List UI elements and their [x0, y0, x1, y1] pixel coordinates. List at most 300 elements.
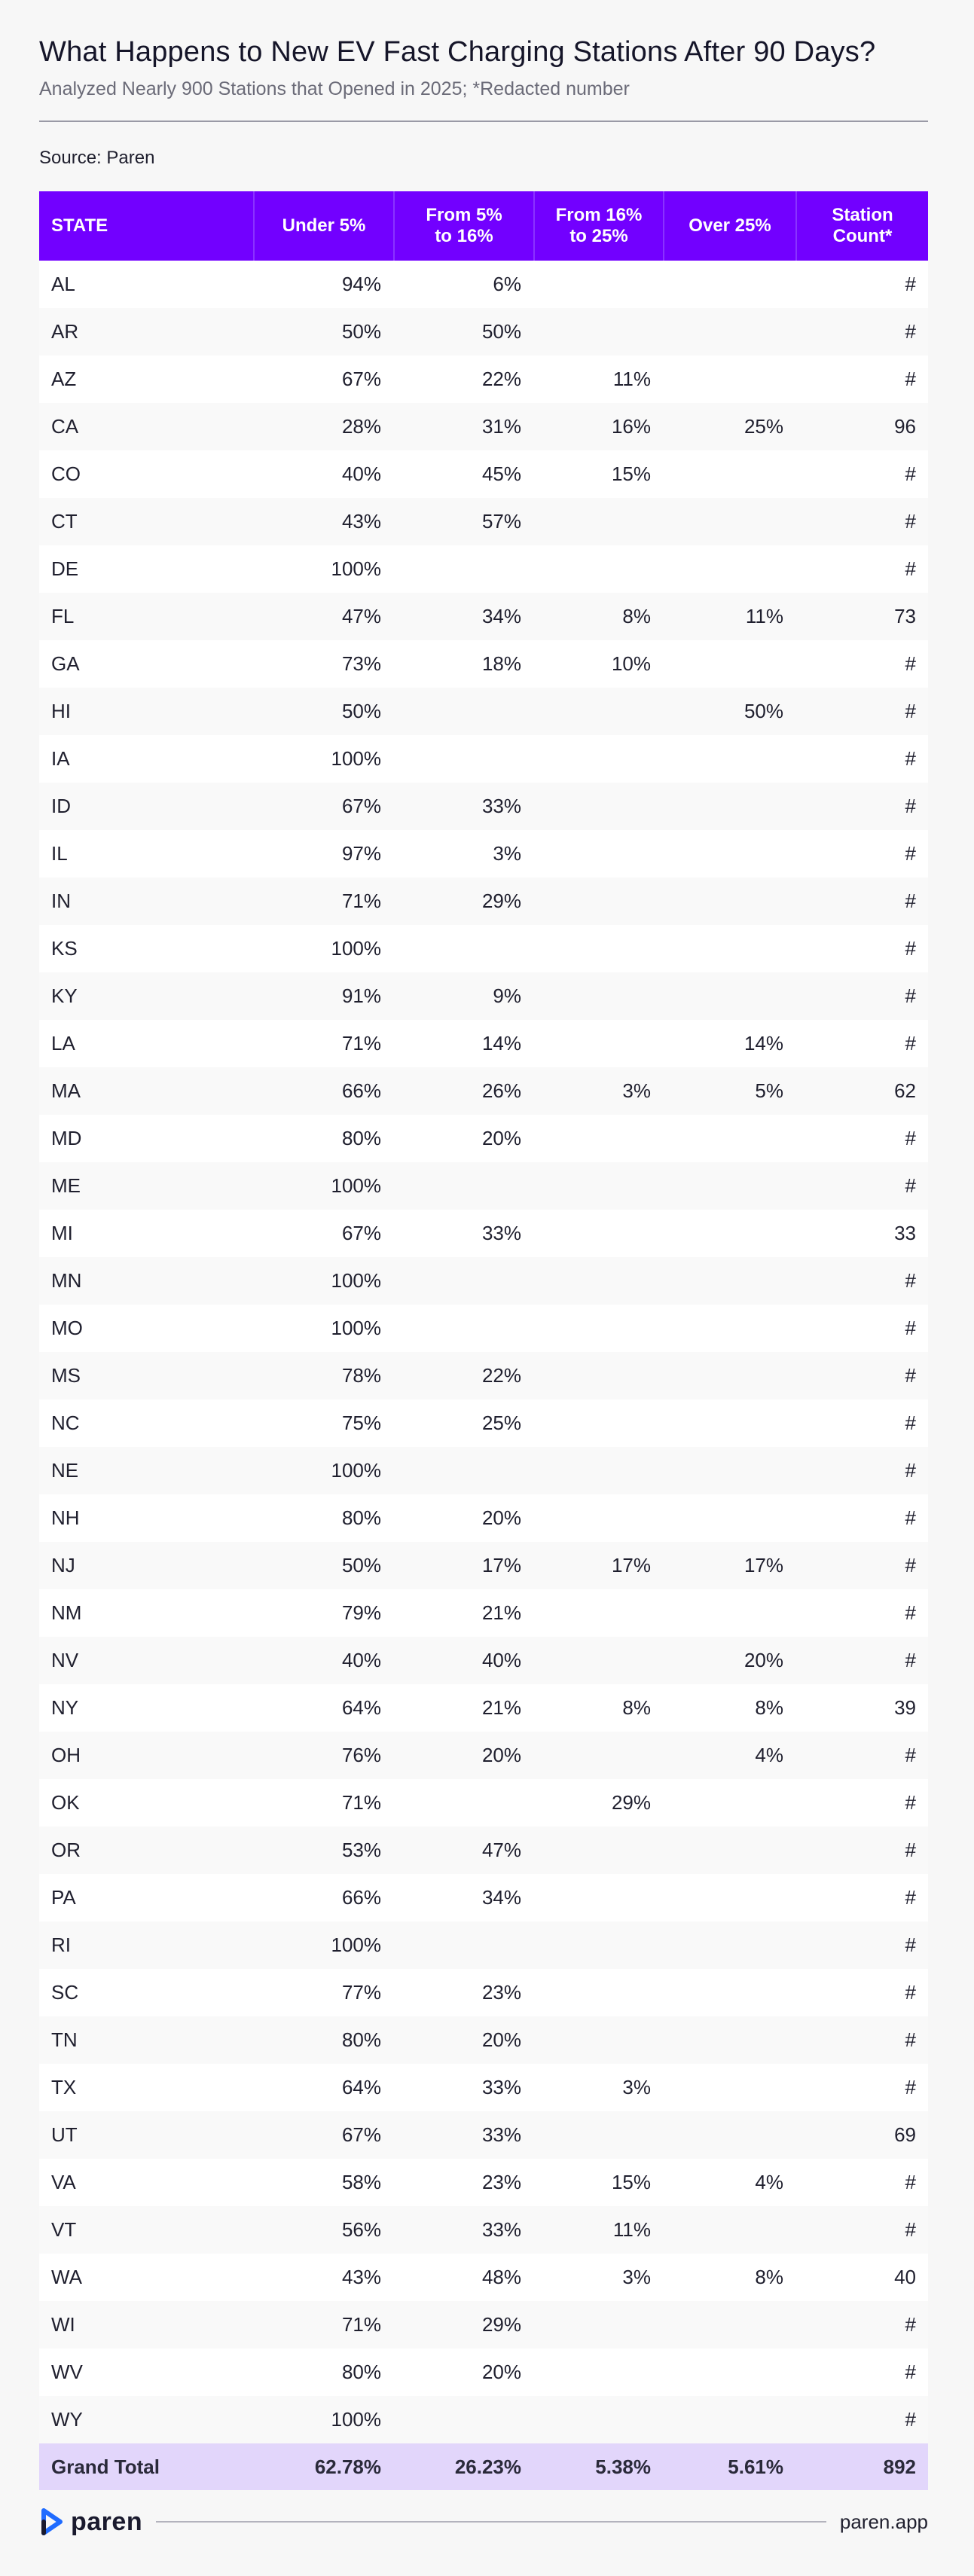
- value-cell: 45%: [481, 462, 521, 485]
- value-cell: 29%: [481, 2313, 521, 2336]
- value-cell: 33: [894, 1222, 916, 1244]
- value-cell: 73: [894, 605, 916, 627]
- value-cell: [535, 1447, 664, 1494]
- table-row: [39, 1067, 928, 1115]
- value-cell: [535, 1352, 664, 1399]
- table-row: [39, 783, 928, 830]
- value-cell: [535, 1969, 664, 2016]
- value-cell: 40: [894, 2266, 916, 2288]
- value-cell: 64%: [341, 1696, 381, 1719]
- value-cell: 47%: [341, 605, 381, 627]
- table-row: [39, 2254, 928, 2301]
- value-cell: 75%: [341, 1412, 381, 1434]
- value-cell: #: [905, 1744, 916, 1766]
- value-cell: 20%: [743, 1649, 783, 1671]
- value-cell: [535, 972, 664, 1020]
- state-cell: SC: [51, 1981, 79, 2004]
- value-cell: [664, 1969, 797, 2016]
- value-cell: #: [905, 1981, 916, 2004]
- value-cell: 43%: [341, 2266, 381, 2288]
- value-cell: [664, 2396, 797, 2443]
- value-cell: #: [905, 1317, 916, 1339]
- value-cell: 3%: [622, 2266, 651, 2288]
- value-cell: 33%: [481, 795, 521, 817]
- value-cell: 67%: [341, 368, 381, 390]
- state-cell: IL: [51, 842, 68, 865]
- value-cell: #: [905, 795, 916, 817]
- value-cell: 71%: [341, 2313, 381, 2336]
- table-row: [39, 450, 928, 498]
- value-cell: [664, 783, 797, 830]
- source-note: Source: Paren: [39, 148, 155, 168]
- column-header-0: STATE: [39, 191, 255, 261]
- table-row: [39, 1637, 928, 1684]
- value-cell: 50%: [341, 700, 381, 722]
- state-cell: RI: [51, 1934, 71, 1956]
- value-cell: [395, 925, 535, 972]
- state-cell: GA: [51, 652, 80, 675]
- state-cell: VT: [51, 2218, 77, 2241]
- state-cell: MA: [51, 1079, 81, 1102]
- value-cell: 3%: [622, 2076, 651, 2098]
- value-cell: [664, 2111, 797, 2159]
- value-cell: 21%: [481, 1696, 521, 1719]
- value-cell: 50%: [341, 320, 381, 343]
- value-cell: 40%: [341, 462, 381, 485]
- value-cell: [535, 1305, 664, 1352]
- footer: [39, 2501, 928, 2543]
- total-value: 5.61%: [728, 2455, 783, 2478]
- table-row: [39, 2111, 928, 2159]
- value-cell: 67%: [341, 2123, 381, 2146]
- table-row: [39, 545, 928, 593]
- paren-logo-icon: [39, 2507, 65, 2536]
- value-cell: #: [905, 2028, 916, 2051]
- state-cell: CA: [51, 415, 79, 438]
- state-cell: KY: [51, 984, 78, 1007]
- state-cell: VA: [51, 2171, 76, 2193]
- value-cell: 100%: [331, 1459, 381, 1482]
- value-cell: 22%: [481, 368, 521, 390]
- column-header-4: Over 25%: [664, 191, 797, 261]
- value-cell: 80%: [341, 2361, 381, 2383]
- value-cell: [664, 1921, 797, 1969]
- value-cell: [664, 925, 797, 972]
- value-cell: 11%: [612, 368, 651, 390]
- table-row: [39, 1921, 928, 1969]
- state-cell: NE: [51, 1459, 79, 1482]
- value-cell: 47%: [481, 1839, 521, 1861]
- value-cell: [535, 1257, 664, 1305]
- value-cell: 33%: [481, 2123, 521, 2146]
- value-cell: 8%: [755, 2266, 783, 2288]
- value-cell: [664, 1352, 797, 1399]
- value-cell: [664, 1589, 797, 1637]
- table-row: [39, 2159, 928, 2206]
- value-cell: 34%: [481, 1886, 521, 1909]
- value-cell: [535, 1162, 664, 1210]
- value-cell: #: [905, 1269, 916, 1292]
- value-cell: 67%: [341, 1222, 381, 1244]
- value-cell: 58%: [341, 2171, 381, 2193]
- state-cell: AR: [51, 320, 79, 343]
- value-cell: [535, 1210, 664, 1257]
- value-cell: [664, 1210, 797, 1257]
- value-cell: 100%: [331, 557, 381, 580]
- value-cell: #: [905, 462, 916, 485]
- value-cell: #: [905, 1554, 916, 1576]
- value-cell: 31%: [481, 415, 521, 438]
- column-header-2: From 5% to 16%: [395, 191, 535, 261]
- column-header-3: From 16% to 25%: [535, 191, 664, 261]
- state-cell: NH: [51, 1506, 80, 1529]
- value-cell: 100%: [331, 1317, 381, 1339]
- table-header: [39, 191, 928, 261]
- value-cell: [664, 1827, 797, 1874]
- table-row: [39, 1447, 928, 1494]
- table-body: [39, 261, 928, 2443]
- value-cell: #: [905, 1934, 916, 1956]
- state-cell: IA: [51, 747, 70, 770]
- value-cell: 15%: [611, 462, 651, 485]
- value-cell: 4%: [755, 2171, 783, 2193]
- total-value: 892: [883, 2455, 916, 2478]
- table-row: [39, 1684, 928, 1732]
- state-cell: AZ: [51, 368, 77, 390]
- value-cell: [535, 1921, 664, 1969]
- table-row: [39, 2206, 928, 2254]
- value-cell: [535, 1494, 664, 1542]
- value-cell: [395, 1305, 535, 1352]
- state-cell: ID: [51, 795, 71, 817]
- table-row: [39, 1305, 928, 1352]
- value-cell: #: [905, 510, 916, 533]
- value-cell: #: [905, 1364, 916, 1387]
- table-row: [39, 2064, 928, 2111]
- column-header-5: Station Count*: [832, 205, 893, 246]
- value-cell: 57%: [481, 510, 521, 533]
- state-cell: WI: [51, 2313, 75, 2336]
- value-cell: #: [905, 320, 916, 343]
- value-cell: 20%: [481, 2361, 521, 2383]
- state-cell: FL: [51, 605, 75, 627]
- value-cell: 25%: [481, 1412, 521, 1434]
- state-cell: PA: [51, 1886, 76, 1909]
- value-cell: [664, 640, 797, 688]
- paren-logo: [39, 2507, 142, 2537]
- value-cell: [664, 2064, 797, 2111]
- value-cell: [664, 1115, 797, 1162]
- value-cell: 73%: [341, 652, 381, 675]
- value-cell: 20%: [481, 1506, 521, 1529]
- footer-divider: [156, 2521, 826, 2523]
- value-cell: 28%: [341, 415, 381, 438]
- state-cell: NM: [51, 1601, 82, 1624]
- value-cell: 67%: [341, 795, 381, 817]
- table-row: [39, 640, 928, 688]
- state-cell: NJ: [51, 1554, 75, 1576]
- value-cell: 100%: [331, 1174, 381, 1197]
- state-cell: MI: [51, 1222, 73, 1244]
- table-row: [39, 877, 928, 925]
- table-row: [39, 1589, 928, 1637]
- state-cell: NC: [51, 1412, 80, 1434]
- value-cell: 80%: [341, 1127, 381, 1149]
- value-cell: [535, 1589, 664, 1637]
- value-cell: 50%: [341, 1554, 381, 1576]
- value-cell: 33%: [481, 2218, 521, 2241]
- total-value: 62.78%: [314, 2455, 381, 2478]
- value-cell: [664, 1305, 797, 1352]
- value-cell: [535, 1115, 664, 1162]
- total-label: Grand Total: [51, 2455, 160, 2478]
- value-cell: 14%: [743, 1032, 783, 1055]
- value-cell: 6%: [493, 273, 521, 295]
- table-row: [39, 1779, 928, 1827]
- value-cell: [395, 1162, 535, 1210]
- value-cell: #: [905, 747, 916, 770]
- value-cell: 26%: [481, 1079, 521, 1102]
- footer-url[interactable]: paren.app: [839, 2510, 928, 2533]
- table-row: [39, 1162, 928, 1210]
- value-cell: 4%: [755, 1744, 783, 1766]
- value-cell: 66%: [341, 1886, 381, 1909]
- table-row: [39, 2301, 928, 2349]
- value-cell: [535, 2016, 664, 2064]
- value-cell: 76%: [341, 1744, 381, 1766]
- value-cell: [535, 2301, 664, 2349]
- value-cell: [535, 877, 664, 925]
- value-cell: [664, 735, 797, 783]
- value-cell: [535, 2111, 664, 2159]
- value-cell: #: [905, 1459, 916, 1482]
- value-cell: [664, 356, 797, 403]
- value-cell: [535, 1020, 664, 1067]
- value-cell: #: [905, 2361, 916, 2383]
- total-value: 5.38%: [595, 2455, 651, 2478]
- state-cell: LA: [51, 1032, 75, 1055]
- value-cell: 33%: [481, 2076, 521, 2098]
- value-cell: [535, 735, 664, 783]
- value-cell: #: [905, 1127, 916, 1149]
- table-row: [39, 972, 928, 1020]
- column-header-1: Under 5%: [255, 191, 395, 261]
- value-cell: 64%: [341, 2076, 381, 2098]
- table-row: [39, 1494, 928, 1542]
- value-cell: 20%: [481, 1127, 521, 1149]
- table-row: [39, 2016, 928, 2064]
- value-cell: [664, 1447, 797, 1494]
- table-row: [39, 1874, 928, 1921]
- table-row: [39, 1257, 928, 1305]
- value-cell: #: [905, 273, 916, 295]
- value-cell: 29%: [611, 1791, 651, 1814]
- value-cell: [664, 545, 797, 593]
- table-row: [39, 2396, 928, 2443]
- state-cell: NV: [51, 1649, 79, 1671]
- value-cell: [535, 1732, 664, 1779]
- state-cell: NY: [51, 1696, 79, 1719]
- value-cell: #: [905, 1174, 916, 1197]
- value-cell: [395, 2396, 535, 2443]
- value-cell: [395, 1447, 535, 1494]
- table-row: [39, 498, 928, 545]
- value-cell: 10%: [611, 652, 651, 675]
- value-cell: 3%: [622, 1079, 651, 1102]
- value-cell: 71%: [341, 890, 381, 912]
- value-cell: #: [905, 700, 916, 722]
- state-cell: AL: [51, 273, 75, 295]
- state-cell: OH: [51, 1744, 81, 1766]
- table-row: [39, 1399, 928, 1447]
- value-cell: #: [905, 1791, 916, 1814]
- value-cell: 17%: [611, 1554, 651, 1576]
- table-row: [39, 308, 928, 356]
- state-cell: MO: [51, 1317, 83, 1339]
- value-cell: [664, 261, 797, 308]
- value-cell: 78%: [341, 1364, 381, 1387]
- value-cell: 17%: [743, 1554, 783, 1576]
- value-cell: [535, 308, 664, 356]
- value-cell: #: [905, 1412, 916, 1434]
- value-cell: [535, 1637, 664, 1684]
- value-cell: [535, 830, 664, 877]
- table-row: [39, 735, 928, 783]
- value-cell: 56%: [341, 2218, 381, 2241]
- value-cell: 9%: [493, 984, 521, 1007]
- table-row: [39, 1210, 928, 1257]
- value-cell: [664, 308, 797, 356]
- state-cell: DE: [51, 557, 79, 580]
- value-cell: #: [905, 1886, 916, 1909]
- grand-total-row: [39, 2443, 928, 2490]
- value-cell: 80%: [341, 2028, 381, 2051]
- title-divider: [39, 121, 928, 122]
- value-cell: 3%: [493, 842, 521, 865]
- value-cell: #: [905, 842, 916, 865]
- value-cell: [395, 688, 535, 735]
- value-cell: 53%: [341, 1839, 381, 1861]
- value-cell: 23%: [481, 1981, 521, 2004]
- value-cell: 22%: [481, 1364, 521, 1387]
- value-cell: 5%: [755, 1079, 783, 1102]
- value-cell: 8%: [755, 1696, 783, 1719]
- table-row: [39, 1827, 928, 1874]
- value-cell: [395, 545, 535, 593]
- value-cell: 14%: [481, 1032, 521, 1055]
- value-cell: [664, 1399, 797, 1447]
- value-cell: [535, 925, 664, 972]
- state-cell: OR: [51, 1839, 81, 1861]
- value-cell: #: [905, 368, 916, 390]
- value-cell: 8%: [622, 1696, 651, 1719]
- table-row: [39, 403, 928, 450]
- value-cell: #: [905, 1649, 916, 1671]
- state-cell: UT: [51, 2123, 78, 2146]
- table-row: [39, 830, 928, 877]
- value-cell: [664, 2206, 797, 2254]
- value-cell: 21%: [481, 1601, 521, 1624]
- value-cell: 71%: [341, 1791, 381, 1814]
- value-cell: [664, 450, 797, 498]
- value-cell: [664, 2349, 797, 2396]
- table-row: [39, 261, 928, 308]
- value-cell: [395, 1921, 535, 1969]
- value-cell: #: [905, 984, 916, 1007]
- value-cell: [664, 1257, 797, 1305]
- table-row: [39, 2349, 928, 2396]
- state-cell: CT: [51, 510, 78, 533]
- state-cell: MN: [51, 1269, 82, 1292]
- state-cell: TX: [51, 2076, 77, 2098]
- value-cell: 20%: [481, 1744, 521, 1766]
- table-row: [39, 356, 928, 403]
- table-row: [39, 688, 928, 735]
- value-cell: 23%: [481, 2171, 521, 2193]
- value-cell: [535, 1874, 664, 1921]
- state-cell: WV: [51, 2361, 83, 2383]
- value-cell: 11%: [745, 605, 783, 627]
- value-cell: #: [905, 557, 916, 580]
- value-cell: #: [905, 2076, 916, 2098]
- value-cell: 40%: [341, 1649, 381, 1671]
- value-cell: 97%: [341, 842, 381, 865]
- table-row: [39, 1732, 928, 1779]
- value-cell: #: [905, 890, 916, 912]
- value-cell: 71%: [341, 1032, 381, 1055]
- value-cell: #: [905, 937, 916, 960]
- value-cell: 25%: [743, 415, 783, 438]
- value-cell: [395, 1779, 535, 1827]
- stations-table: [39, 191, 928, 2490]
- value-cell: 16%: [611, 415, 651, 438]
- value-cell: 48%: [481, 2266, 521, 2288]
- value-cell: [664, 2301, 797, 2349]
- value-cell: [664, 1162, 797, 1210]
- value-cell: #: [905, 2313, 916, 2336]
- value-cell: [664, 1494, 797, 1542]
- total-value: 26.23%: [454, 2455, 521, 2478]
- value-cell: #: [905, 1601, 916, 1624]
- value-cell: 50%: [743, 700, 783, 722]
- value-cell: #: [905, 2171, 916, 2193]
- state-cell: HI: [51, 700, 71, 722]
- page-title: What Happens to New EV Fast Charging Stations After 90 Days?: [39, 36, 876, 68]
- value-cell: 100%: [331, 1269, 381, 1292]
- table-row: [39, 1352, 928, 1399]
- value-cell: 40%: [481, 1649, 521, 1671]
- value-cell: [535, 545, 664, 593]
- table-row: [39, 1115, 928, 1162]
- value-cell: [535, 261, 664, 308]
- logo-text: paren: [71, 2507, 143, 2536]
- value-cell: [664, 830, 797, 877]
- value-cell: [664, 877, 797, 925]
- value-cell: 15%: [611, 2171, 651, 2193]
- value-cell: 79%: [341, 1601, 381, 1624]
- state-cell: KS: [51, 937, 78, 960]
- state-cell: CO: [51, 462, 81, 485]
- value-cell: 77%: [341, 1981, 381, 2004]
- value-cell: 8%: [622, 605, 651, 627]
- table-row: [39, 593, 928, 640]
- value-cell: 39: [894, 1696, 916, 1719]
- value-cell: 100%: [331, 2408, 381, 2431]
- value-cell: [664, 1874, 797, 1921]
- value-cell: [664, 1779, 797, 1827]
- value-cell: #: [905, 2408, 916, 2431]
- value-cell: 50%: [481, 320, 521, 343]
